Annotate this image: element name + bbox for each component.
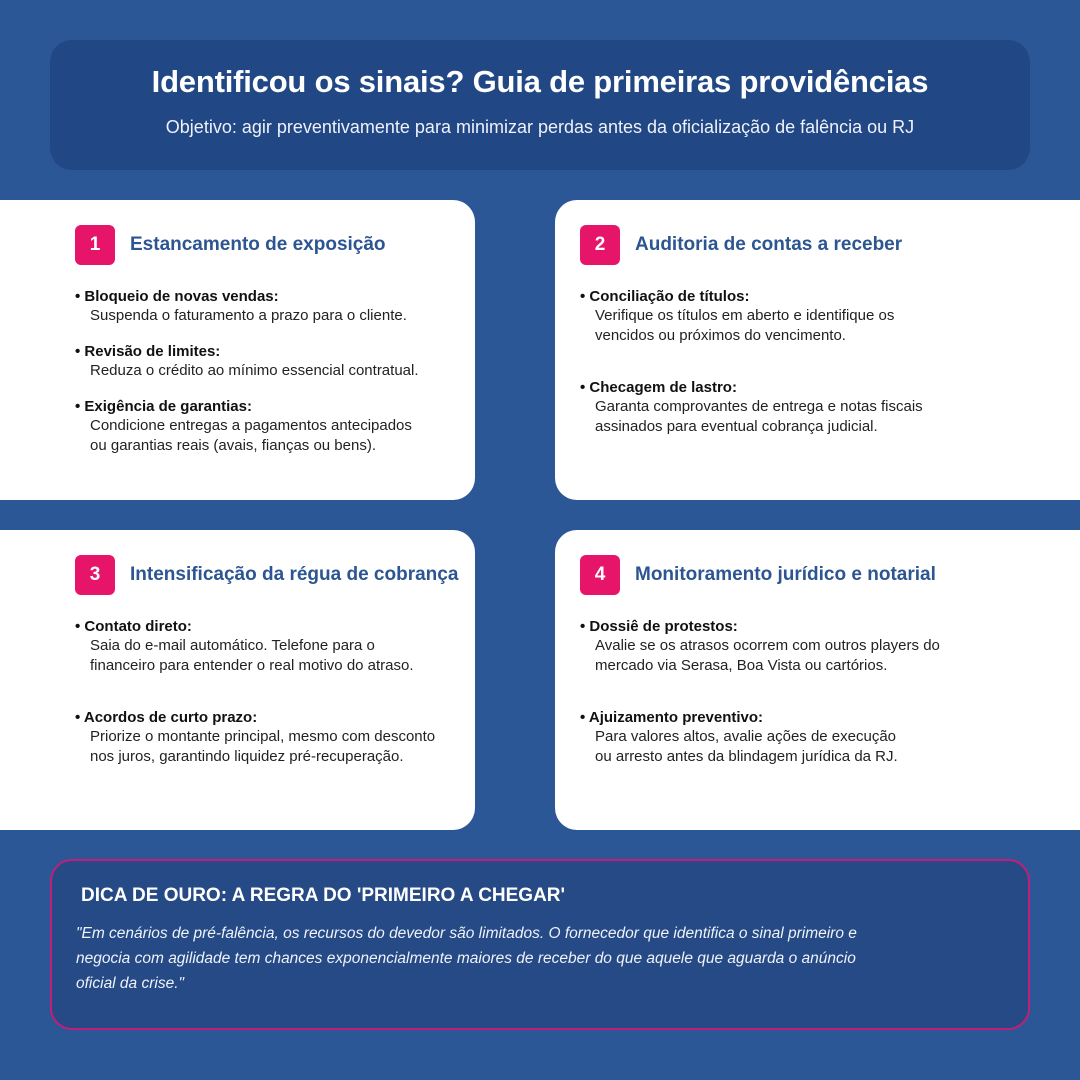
list-item bbox=[75, 618, 515, 676]
list-item bbox=[75, 288, 515, 326]
list-item bbox=[75, 398, 515, 456]
item-title: • Exigência de garantias: bbox=[75, 398, 252, 415]
card-title: Monitoramento jurídico e notarial bbox=[635, 564, 936, 585]
header-banner bbox=[50, 40, 1030, 170]
card-title: Estancamento de exposição bbox=[130, 234, 386, 255]
item-title: • Bloqueio de novas vendas: bbox=[75, 288, 279, 305]
list-item bbox=[580, 379, 1020, 437]
list-item bbox=[75, 343, 515, 381]
card-header bbox=[75, 225, 386, 265]
item-title: • Conciliação de títulos: bbox=[580, 288, 750, 305]
page-title: Identificou os sinais? Guia de primeiras providências bbox=[151, 64, 929, 99]
tip-title: DICA DE OURO: A REGRA DO 'PRIMEIRO A CHEGAR' bbox=[81, 885, 566, 906]
item-description: Condicione entregas a pagamentos antecipados ou garantias reais (avais, fianças ou bens). bbox=[90, 417, 412, 454]
tip-text: "Em cenários de pré-falência, os recursos do devedor são limitados. O fornecedor que identifica o sinal primeiro e negocia com agilidade tem chances exponencialmente maiores de receber do que aquele que aguarda o anúncio oficial da crise." bbox=[76, 925, 857, 992]
card-items bbox=[75, 618, 515, 784]
item-description: Suspenda o faturamento a prazo para o cliente. bbox=[90, 307, 407, 324]
item-title: • Acordos de curto prazo: bbox=[75, 709, 258, 726]
page-subtitle: Objetivo: agir preventivamente para minimizar perdas antes da oficialização de falência ou RJ bbox=[165, 117, 915, 137]
item-description: Garanta comprovantes de entrega e notas fiscais assinados para eventual cobrança judicial. bbox=[595, 398, 923, 435]
step-number-badge: 4 bbox=[580, 555, 620, 595]
card-items bbox=[580, 618, 1020, 784]
card-estancamento bbox=[0, 200, 475, 500]
item-title: • Checagem de lastro: bbox=[580, 379, 737, 396]
item-title: • Dossiê de protestos: bbox=[580, 618, 738, 635]
card-cobranca bbox=[0, 530, 475, 830]
card-items bbox=[580, 288, 1020, 454]
card-title: Auditoria de contas a receber bbox=[635, 234, 903, 255]
item-description: Verifique os títulos em aberto e identifique os vencidos ou próximos do vencimento. bbox=[595, 307, 895, 344]
step-number-badge: 2 bbox=[580, 225, 620, 265]
item-description: Reduza o crédito ao mínimo essencial contratual. bbox=[90, 362, 419, 379]
list-item bbox=[75, 709, 515, 767]
card-title: Intensificação da régua de cobrança bbox=[130, 564, 459, 585]
card-header bbox=[580, 555, 936, 595]
step-number-badge: 1 bbox=[75, 225, 115, 265]
card-header bbox=[580, 225, 902, 265]
list-item bbox=[580, 709, 1020, 767]
step-number-badge: 3 bbox=[75, 555, 115, 595]
list-item bbox=[580, 288, 1020, 346]
item-description: Para valores altos, avalie ações de execução ou arresto antes da blindagem jurídica da RJ. bbox=[595, 728, 898, 765]
golden-tip-box bbox=[50, 859, 1030, 1030]
item-description: Saia do e-mail automático. Telefone para o financeiro para entender o real motivo do atraso. bbox=[90, 637, 414, 674]
card-monitoramento bbox=[555, 530, 1080, 830]
item-title: • Contato direto: bbox=[75, 618, 192, 635]
item-description: Avalie se os atrasos ocorrem com outros players do mercado via Serasa, Boa Vista ou cartórios. bbox=[595, 637, 940, 674]
list-item bbox=[580, 618, 1020, 676]
card-auditoria bbox=[555, 200, 1080, 500]
item-description: Priorize o montante principal, mesmo com desconto nos juros, garantindo liquidez pré-recuperação. bbox=[90, 728, 436, 765]
card-header bbox=[75, 555, 458, 595]
card-items bbox=[75, 288, 515, 473]
item-title: • Ajuizamento preventivo: bbox=[580, 709, 764, 726]
item-title: • Revisão de limites: bbox=[75, 343, 221, 360]
